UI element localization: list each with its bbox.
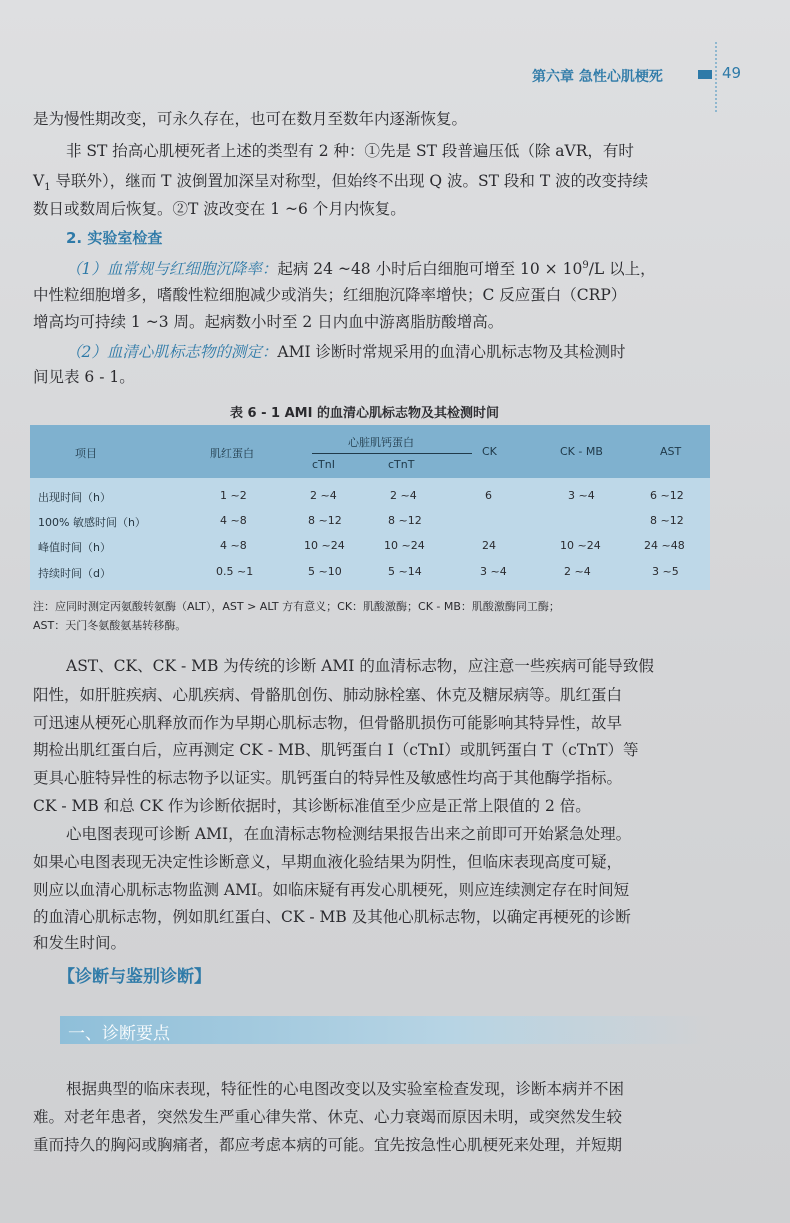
header-ctnt: cTnT <box>388 458 415 471</box>
cell-ast: 3 ~5 <box>652 565 679 578</box>
cell-ctnt: 5 ~14 <box>388 565 422 578</box>
cell-ctnt: 2 ~4 <box>390 489 417 502</box>
chapter-title: 第六章 急性心肌梗死 <box>532 69 663 85</box>
text-line: 心电图表现可诊断 AMI，在血清标志物检测结果报告出来之前即可开始紧急处理。 <box>66 825 632 843</box>
header-ck: CK <box>482 445 497 458</box>
header-item: 项目 <box>75 447 97 460</box>
text-line: 根据典型的临床表现，特征性的心电图改变以及实验室检查发现，诊断本病并不困 <box>66 1080 625 1098</box>
cell-ast: 24 ~48 <box>644 539 685 552</box>
marker-table <box>30 425 710 590</box>
cell-ck: 24 <box>482 539 496 552</box>
cell-ctnt: 10 ~24 <box>384 539 425 552</box>
text-line: 可迅速从梗死心肌释放而作为早期心肌标志物，但骨骼肌损伤可能影响其特异性，故早 <box>33 714 623 732</box>
cell-myoglobin: 1 ~2 <box>220 489 247 502</box>
cell-ckmb: 3 ~4 <box>568 489 595 502</box>
row-label: 持续时间（d） <box>38 567 111 580</box>
cell-ctni: 8 ~12 <box>308 514 342 527</box>
cell-ck: 3 ~4 <box>480 565 507 578</box>
text-line: 非 ST 抬高心肌梗死者上述的类型有 2 种：①先是 ST 段普遍压低（除 aVR，有时 <box>66 142 634 160</box>
section-heading-lab: 2. 实验室检查 <box>66 229 163 247</box>
cell-ctnt: 8 ~12 <box>388 514 422 527</box>
row-label: 出现时间（h） <box>38 491 111 504</box>
text-line: CK - MB 和总 CK 作为诊断依据时，其诊断标准值至少应是正常上限值的 2 倍。 <box>33 797 591 815</box>
page-number: 49 <box>722 64 742 82</box>
text-line: 则应以血清心肌标志物监测 AMI。如临床疑有再发心肌梗死，则应连续测定存在时间短 <box>33 881 630 899</box>
text-line: 期检出肌红蛋白后，应再测定 CK - MB、肌钙蛋白 I（cTnI）或肌钙蛋白 T（cTnT）等 <box>33 741 639 759</box>
cell-ast: 6 ~12 <box>650 489 684 502</box>
text-line: 重而持久的胸闷或胸痛者，都应考虑本病的可能。宜先按急性心肌梗死来处理，并短期 <box>33 1136 623 1154</box>
text-line: 阳性，如肝脏疾病、心肌疾病、骨骼肌创伤、肺动脉栓塞、休克及糖尿病等。肌红蛋白 <box>33 686 623 704</box>
text-line: （1）血常规与红细胞沉降率：起病 24 ~48 小时后白细胞可增至 $10 \times 10^9/L$ 以上， <box>66 260 656 279</box>
table-header <box>30 425 710 478</box>
cell-ctni: 2 ~4 <box>310 489 337 502</box>
text-line: 的血清心肌标志物，例如肌红蛋白、CK - MB 及其他心肌标志物，以确定再梗死的诊断 <box>33 908 631 926</box>
cell-ctni: 10 ~24 <box>304 539 345 552</box>
text-line: AST、CK、CK - MB 为传统的诊断 AMI 的血清标志物，应注意一些疾病可能导致假 <box>66 657 654 675</box>
text-line: $V_1$ 导联外），继而 T 波倒置加深呈对称型，但始终不出现 Q 波。ST 段和 T 波的改变持续 <box>33 172 649 194</box>
text-line: 更具心脏特异性的标志物予以证实。肌钙蛋白的特异性及敏感性均高于其他酶学指标。 <box>33 769 623 787</box>
cell-myoglobin: 4 ~8 <box>220 514 247 527</box>
header-ckmb: CK - MB <box>560 445 603 458</box>
header-ast: AST <box>660 445 682 458</box>
section-title: 【诊断与鉴别诊断】 <box>58 967 211 987</box>
cell-ast: 8 ~12 <box>650 514 684 527</box>
cell-ckmb: 2 ~4 <box>564 565 591 578</box>
text-line: 如果心电图表现无决定性诊断意义，早期血液化验结果为阴性，但临床表现高度可疑， <box>33 853 623 871</box>
table-note: 注：应同时测定丙氨酸转氨酶（ALT），AST > ALT 方有意义；CK：肌酸激酶；CK - MB：肌酸激酶同工酶； <box>33 600 560 613</box>
text-line: 间见表 6 - 1。 <box>33 368 135 386</box>
text-line: （2）血清心肌标志物的测定：AMI 诊断时常规采用的血清心肌标志物及其检测时 <box>66 343 626 361</box>
cell-ckmb: 10 ~24 <box>560 539 601 552</box>
header-ctni: cTnI <box>312 458 335 471</box>
cell-myoglobin: 4 ~8 <box>220 539 247 552</box>
row-label: 峰值时间（h） <box>38 541 111 554</box>
header-troponin: 心脏肌钙蛋白 <box>348 436 414 449</box>
cell-ck: 6 <box>485 489 492 502</box>
cell-myoglobin: 0.5 ~1 <box>216 565 254 578</box>
text-line: 增高均可持续 1 ~3 周。起病数小时至 2 日内血中游离脂肪酸增高。 <box>33 313 504 331</box>
text-line: 难。对老年患者，突然发生严重心律失常、休克、心力衰竭而原因未明，或突然发生较 <box>33 1108 623 1126</box>
text-line: 数日或数周后恢复。②T 波改变在 1 ~6 个月内恢复。 <box>33 200 406 218</box>
header-myoglobin: 肌红蛋白 <box>210 447 254 460</box>
running-header <box>500 62 750 88</box>
text-line: 是为慢性期改变，可永久存在，也可在数月至数年内逐渐恢复。 <box>33 110 468 128</box>
text-line: 中性粒细胞增多，嗜酸性粒细胞减少或消失；红细胞沉降率增快；C 反应蛋白（CRP） <box>33 286 627 304</box>
subsection-banner <box>60 1016 710 1044</box>
subsection-title: 一、诊断要点 <box>68 1024 170 1044</box>
header-divider <box>715 42 717 112</box>
header-bar-mark <box>698 70 712 79</box>
header-divider <box>312 453 472 454</box>
table-note: AST：天门冬氨酸氨基转移酶。 <box>33 619 187 632</box>
text-line: 和发生时间。 <box>33 934 127 952</box>
cell-ctni: 5 ~10 <box>308 565 342 578</box>
row-label: 100% 敏感时间（h） <box>38 516 146 529</box>
table-caption: 表 6 - 1 AMI 的血清心肌标志物及其检测时间 <box>230 406 499 421</box>
